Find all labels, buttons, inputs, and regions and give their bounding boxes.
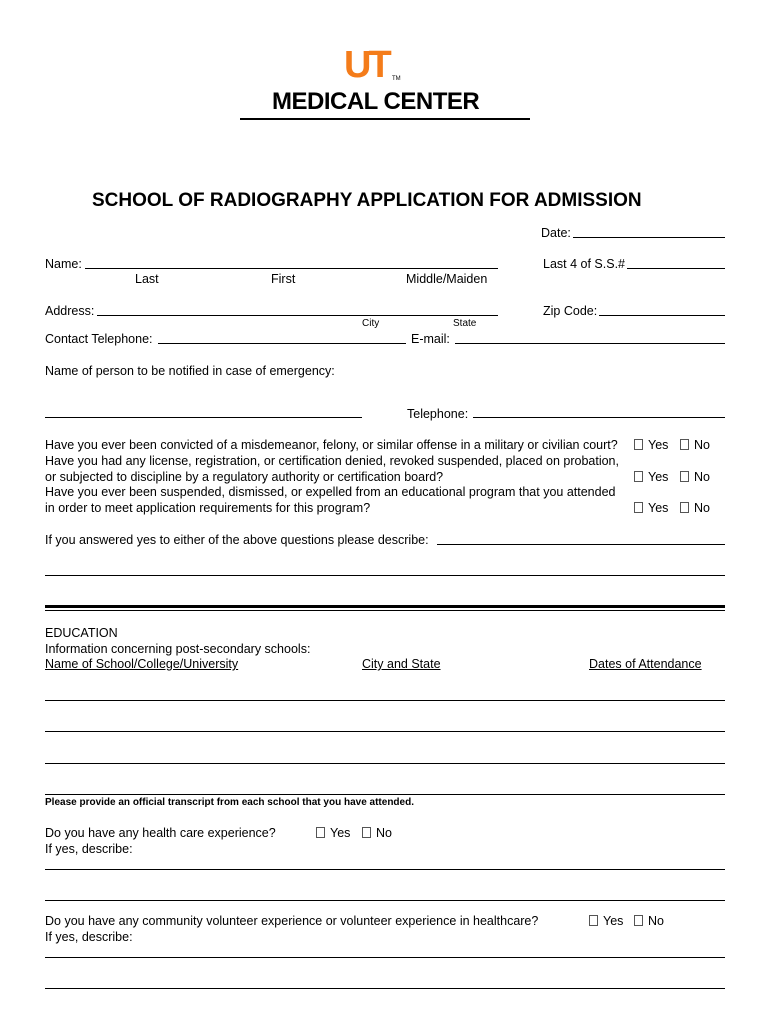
emergency-telephone-label: Telephone: [407, 407, 469, 421]
no-label: No [694, 470, 710, 484]
education-col-city: City and State [362, 657, 441, 671]
question-suspended-line2: in order to meet application requirements for this program? [45, 501, 371, 515]
checkbox-icon [634, 471, 643, 482]
education-intro: Information concerning post-secondary schools: [45, 642, 311, 656]
emergency-label: Name of person to be notified in case of emergency: [45, 364, 335, 378]
name-middle-caption: Middle/Maiden [406, 272, 488, 286]
education-row-1[interactable] [45, 700, 725, 701]
question-license-no[interactable] [680, 470, 710, 484]
name-label: Name: [45, 257, 82, 271]
education-heading: EDUCATION [45, 626, 118, 640]
form-title: SCHOOL OF RADIOGRAPHY APPLICATION FOR ADMISSION [92, 190, 642, 211]
health-yes[interactable] [316, 826, 350, 840]
checkbox-icon [316, 827, 325, 838]
contact-phone-field[interactable] [158, 343, 406, 344]
name-last-caption: Last [135, 272, 159, 286]
yes-label: Yes [648, 438, 669, 452]
address-city-caption: City [362, 318, 380, 329]
logo-mark: UT [344, 44, 389, 86]
question-suspended-line1: Have you ever been suspended, dismissed, or expelled from an educational program that you attended [45, 485, 616, 499]
date-label: Date: [541, 226, 571, 240]
question-suspended-yes[interactable] [634, 501, 668, 515]
yes-label: Yes [648, 501, 669, 515]
question-license-line1: Have you had any license, registration, or certification denied, revoked suspended, placed on probation, [45, 454, 619, 468]
section-divider-thin [45, 610, 725, 611]
volunteer-describe-field-2[interactable] [45, 988, 725, 989]
checkbox-icon [634, 502, 643, 513]
volunteer-yes[interactable] [589, 914, 623, 928]
question-license-yes[interactable] [634, 470, 668, 484]
section-divider [45, 605, 725, 608]
health-question: Do you have any health care experience? [45, 826, 276, 840]
checkbox-icon [680, 439, 689, 450]
name-first-caption: First [271, 272, 296, 286]
describe-field-1[interactable] [437, 544, 725, 545]
yes-label: Yes [648, 470, 669, 484]
education-col-dates: Dates of Attendance [589, 657, 702, 671]
no-label: No [694, 501, 710, 515]
health-describe-field-2[interactable] [45, 900, 725, 901]
health-describe-label: If yes, describe: [45, 842, 133, 856]
checkbox-icon [634, 439, 643, 450]
question-suspended-no[interactable] [680, 501, 710, 515]
email-field[interactable] [455, 343, 725, 344]
describe-label: If you answered yes to either of the above questions please describe: [45, 533, 429, 547]
transcript-note: Please provide an official transcript from each school that you have attended. [45, 797, 414, 808]
name-field[interactable] [85, 268, 498, 269]
emergency-name-field[interactable] [45, 417, 362, 418]
date-field[interactable] [573, 237, 725, 238]
zip-label: Zip Code: [543, 304, 598, 318]
checkbox-icon [634, 915, 643, 926]
address-field[interactable] [97, 315, 498, 316]
describe-field-2[interactable] [45, 575, 725, 576]
checkbox-icon [589, 915, 598, 926]
ssn-label: Last 4 of S.S.# [543, 257, 625, 271]
question-conviction: Have you ever been convicted of a misdemeanor, felony, or similar offense in a military or civilian court? [45, 438, 618, 452]
question-conviction-no[interactable] [680, 438, 710, 452]
question-conviction-yes[interactable] [634, 438, 668, 452]
address-state-caption: State [453, 318, 477, 329]
question-license-line2: or subjected to discipline by a regulatory authority or certification board? [45, 470, 444, 484]
no-label: No [648, 914, 664, 928]
email-label: E-mail: [411, 332, 450, 346]
education-row-3[interactable] [45, 763, 725, 764]
logo-trademark: TM [392, 76, 401, 82]
education-row-2[interactable] [45, 731, 725, 732]
zip-field[interactable] [599, 315, 725, 316]
logo-rule [240, 118, 530, 120]
yes-label: Yes [603, 914, 624, 928]
health-describe-field-1[interactable] [45, 869, 725, 870]
emergency-telephone-field[interactable] [473, 417, 725, 418]
no-label: No [376, 826, 392, 840]
checkbox-icon [680, 502, 689, 513]
checkbox-icon [680, 471, 689, 482]
checkbox-icon [362, 827, 371, 838]
logo-name: MEDICAL CENTER [272, 88, 480, 115]
no-label: No [694, 438, 710, 452]
volunteer-question: Do you have any community volunteer experience or volunteer experience in healthcare? [45, 914, 539, 928]
yes-label: Yes [330, 826, 351, 840]
ssn-field[interactable] [627, 268, 725, 269]
health-no[interactable] [362, 826, 392, 840]
education-row-4[interactable] [45, 794, 725, 795]
volunteer-describe-field-1[interactable] [45, 957, 725, 958]
volunteer-describe-label: If yes, describe: [45, 930, 133, 944]
logo [240, 42, 530, 124]
contact-phone-label: Contact Telephone: [45, 332, 153, 346]
education-col-school: Name of School/College/University [45, 657, 239, 671]
address-label: Address: [45, 304, 95, 318]
volunteer-no[interactable] [634, 914, 664, 928]
